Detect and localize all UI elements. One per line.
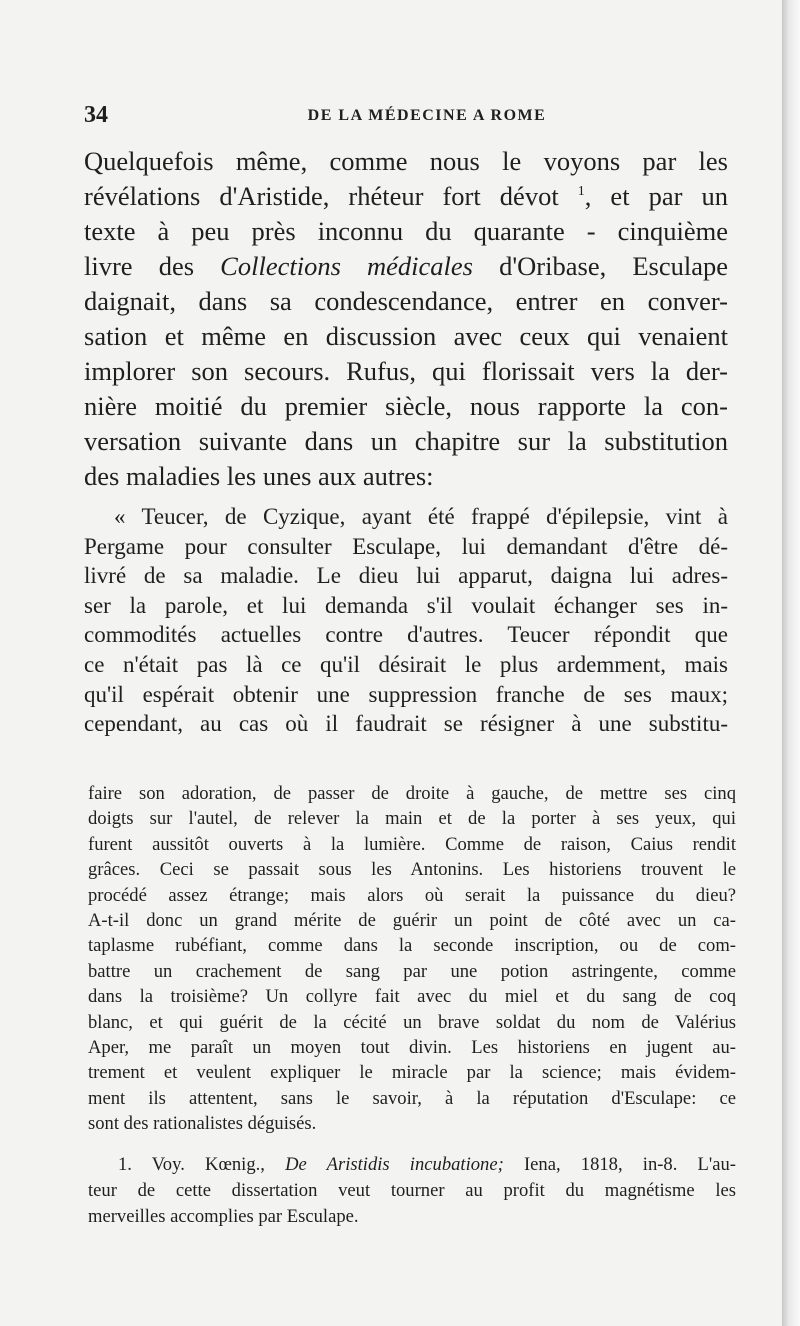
- note-line-7: taplasme rubéfiant, comme dans la seconde inscription, ou de com-: [88, 935, 736, 957]
- quote-line-2: Pergame pour consulter Esculape, lui demandant d'être dé-: [84, 533, 728, 559]
- note-line-3: furent aussitôt ouverts à la lumière. Comme de raison, Caius rendit: [88, 833, 736, 855]
- main-line-5: daignait, dans sa condescendance, entrer en conver-: [84, 286, 728, 316]
- footnote-rest: Iena, 1818, in-8. L'au-: [523, 1154, 736, 1175]
- running-title: DE LA MÉDECINE A ROME: [307, 107, 547, 124]
- quote-line-6: ce n'était pas là ce qu'il désirait le plus ardemment, mais: [84, 651, 728, 677]
- quote-line-5: commodités actuelles contre d'autres. Teucer répondit que: [84, 622, 728, 648]
- main-line-3: texte à peu près inconnu du quarante - cinquième: [84, 216, 728, 246]
- quote-line-8: cependant, au cas où il faudrait se résigner à une substitu-: [84, 711, 728, 737]
- note-line-2: doigts sur l'autel, de relever la main et de la porter à ses yeux, qui: [88, 808, 736, 830]
- page-number: 34: [84, 102, 108, 128]
- note-line-13: ment ils attentent, sans le savoir, à la réputation d'Esculape: ce: [88, 1087, 736, 1109]
- note-line-11: Aper, me paraît un moyen tout divin. Les historiens en jugent au-: [88, 1037, 736, 1059]
- page-header: [84, 100, 710, 130]
- main-line-2-tail: , et par un: [584, 181, 729, 211]
- main-line-8: nière moitié du premier siècle, nous rapporte la con-: [84, 391, 728, 421]
- quote-line-3: livré de sa maladie. Le dieu lui apparut, daigna lui adres-: [84, 563, 728, 589]
- main-line-4-tail: d'Oribase, Esculape: [499, 251, 728, 281]
- main-line-4-text: livre des: [84, 251, 195, 281]
- footnote-number: 1.: [118, 1154, 132, 1175]
- main-paragraph: [84, 144, 728, 494]
- footnote-line-2: teur de cette dissertation veut tourner au profit du magnétisme les: [88, 1180, 736, 1201]
- note-line-8: battre un crachement de sang par une potion astringente, comme: [88, 960, 736, 982]
- quote-line-4: ser la parole, et lui demanda s'il voulait échanger ses in-: [84, 592, 728, 618]
- note-line-1: faire son adoration, de passer de droite à gauche, de mettre ses cinq: [88, 783, 736, 804]
- note-paragraph: [88, 781, 736, 1137]
- note-line-10: blanc, et qui guérit de la cécité un brave soldat du nom de Valérius: [88, 1011, 736, 1033]
- main-line-1: Quelquefois même, comme nous le voyons par les: [84, 146, 728, 176]
- quote-line-1-text: « Teucer, de Cyzique, ayant été frappé d'épilepsie, vint à: [114, 504, 728, 529]
- footnote-line-1: [88, 1152, 736, 1178]
- main-line-2-text: révélations d'Aristide, rhéteur fort dévot: [84, 181, 559, 211]
- main-line-4: [84, 249, 728, 284]
- main-line-9: versation suivante dans un chapitre sur la substitution: [84, 426, 728, 456]
- footnote: [88, 1152, 736, 1230]
- note-line-5: procédé assez étrange; mais alors où serait la puissance du dieu?: [88, 884, 736, 906]
- quote-line-1: [84, 502, 728, 532]
- main-line-7: implorer son secours. Rufus, qui florissait vers la der-: [84, 356, 728, 386]
- note-line-12: trement et veulent expliquer le miracle par la science; mais évidem-: [88, 1062, 736, 1084]
- page-gutter: [782, 0, 800, 1326]
- note-line-9: dans la troisième? Un collyre fait avec du miel et du sang de coq: [88, 986, 736, 1008]
- main-line-2: [84, 179, 728, 214]
- quote-line-7: qu'il espérait obtenir une suppression franche de ses maux;: [84, 681, 728, 707]
- main-line-6: sation et même en discussion avec ceux qui venaient: [84, 321, 728, 351]
- book-title-italic: Collections médicales: [220, 251, 473, 281]
- note-line-4: grâces. Ceci se passait sous les Antonins. Les historiens trouvent le: [88, 859, 736, 881]
- footnote-prefix: Voy. Kœnig.,: [151, 1154, 265, 1175]
- footnote-line-3: merveilles accomplies par Esculape.: [88, 1206, 359, 1227]
- main-line-10: des maladies les unes aux autres:: [84, 461, 434, 491]
- note-line-6: A-t-il donc un grand mérite de guérir un point de côté avec un ca-: [88, 910, 736, 932]
- footnote-italic-title: De Aristidis incubatione;: [285, 1154, 504, 1175]
- quote-paragraph: [84, 502, 728, 739]
- footnote-marker: 1: [577, 184, 585, 200]
- note-line-14: sont des rationalistes déguisés.: [88, 1113, 317, 1135]
